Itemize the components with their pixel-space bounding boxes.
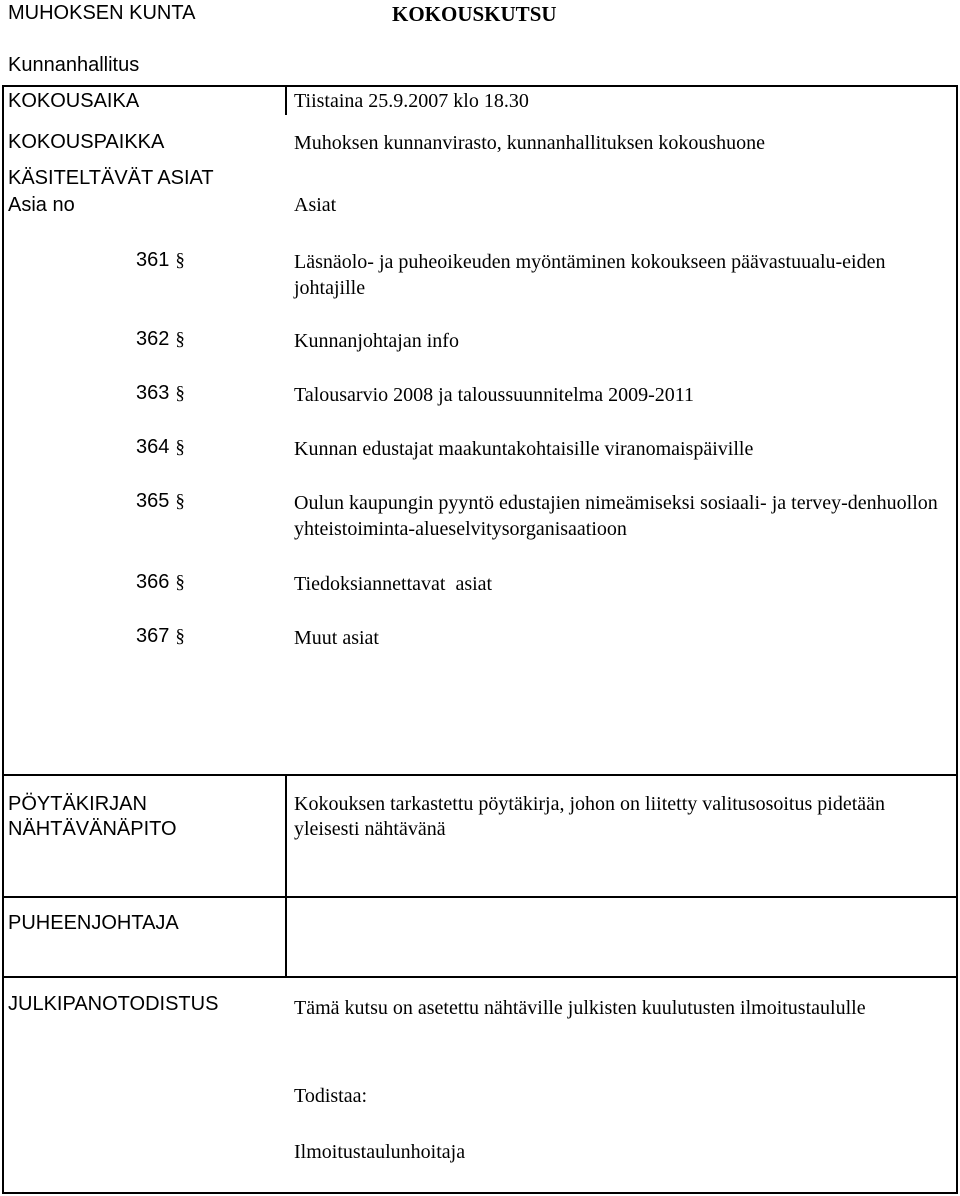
agenda-number-header: Asia no <box>8 194 75 216</box>
agenda-item-title: Talousarvio 2008 ja taloussuunnitelma 2009-2011 <box>294 384 695 406</box>
table-border-minutes <box>2 774 958 776</box>
table-left-border <box>2 85 4 1194</box>
posting-text: Tämä kutsu on asetettu nähtäville julkisten kuulutusten ilmoitustaululle <box>294 997 866 1019</box>
table-right-border <box>956 85 958 1194</box>
minutes-label-line2: NÄHTÄVÄNÄPITO <box>8 818 177 840</box>
agenda-item-title: Tiedoksiannettavat asiat <box>294 573 493 595</box>
agenda-item-number: 364 § <box>136 436 185 458</box>
section-symbol: § <box>175 572 185 593</box>
agenda-item-number: 365 § <box>136 490 185 512</box>
agenda-item-title: Läsnäolo- ja puheoikeuden myöntäminen kokoukseen päävastuualu-eiden johtajille <box>294 251 886 299</box>
meeting-time-label: KOKOUSAIKA <box>8 90 140 112</box>
table-border-posting <box>2 976 958 978</box>
meeting-place-value: Muhoksen kunnanvirasto, kunnanhallituksen kokoushuone <box>294 132 766 154</box>
agenda-item-number: 362 § <box>136 328 185 350</box>
section-symbol: § <box>175 626 185 647</box>
agenda-item-number: 363 § <box>136 382 185 404</box>
agenda-item-title: Muut asiat <box>294 627 379 649</box>
posting-label: JULKIPANOTODISTUS <box>8 993 219 1015</box>
table-top-border <box>2 85 958 87</box>
section-symbol: § <box>175 250 185 271</box>
section-symbol: § <box>175 329 185 350</box>
chair-label: PUHEENJOHTAJA <box>8 912 179 934</box>
agenda-section-label: KÄSITELTÄVÄT ASIAT <box>8 167 214 189</box>
body-name: Kunnanhallitus <box>8 54 140 76</box>
section-symbol: § <box>175 491 185 512</box>
document-type-title: KOKOUSKUTSU <box>392 2 557 26</box>
agenda-item-number: 366 § <box>136 571 185 593</box>
municipality-name: MUHOKSEN KUNTA <box>8 2 196 24</box>
agenda-item-title: Kunnanjohtajan info <box>294 330 459 352</box>
agenda-title-header: Asiat <box>294 194 337 216</box>
meeting-place-label: KOKOUSPAIKKA <box>8 131 165 153</box>
minutes-text: Kokouksen tarkastettu pöytäkirja, johon on liitetty valitusosoitus pidetään yleisesti nähtävänä <box>294 793 886 840</box>
section-symbol: § <box>175 383 185 404</box>
section-symbol: § <box>175 437 185 458</box>
table-mid-border-bottom <box>285 774 287 976</box>
agenda-item-title: Kunnan edustajat maakuntakohtaisille viranomaispäiville <box>294 438 754 460</box>
table-mid-border-top <box>285 85 287 115</box>
table-bottom-border <box>2 1192 958 1194</box>
minutes-label-line1: PÖYTÄKIRJAN <box>8 793 147 815</box>
table-border-chair <box>2 896 958 898</box>
attest-label: Todistaa: <box>294 1085 368 1107</box>
signer-title: Ilmoitustaulunhoitaja <box>294 1141 466 1163</box>
agenda-item-number: 361 § <box>136 249 185 271</box>
minutes-label <box>8 792 177 842</box>
meeting-time-value: Tiistaina 25.9.2007 klo 18.30 <box>294 90 529 112</box>
agenda-item-number: 367 § <box>136 625 185 647</box>
agenda-item-title: Oulun kaupungin pyyntö edustajien nimeämiseksi sosiaali- ja tervey-denhuollon yhteistoiminta-alueselvitysorganisaatioon <box>294 492 938 540</box>
